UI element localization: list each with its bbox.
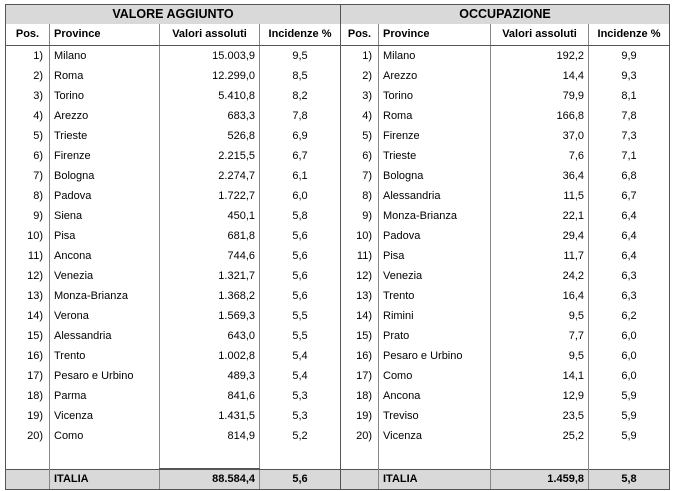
- pos-cell: 4): [341, 106, 379, 126]
- table-body: [6, 46, 670, 447]
- incidenza-cell: 5,3: [260, 386, 341, 406]
- total-label: ITALIA: [379, 469, 491, 490]
- incidenza-cell: 5,6: [260, 266, 341, 286]
- province-cell: Milano: [50, 46, 160, 67]
- incidenza-cell: 5,9: [589, 406, 670, 426]
- table-row: [6, 426, 670, 446]
- incidenza-cell: 9,3: [589, 66, 670, 86]
- valore-cell: 37,0: [491, 126, 589, 146]
- pos-cell: 1): [6, 46, 50, 67]
- table-row: [6, 146, 670, 166]
- pos-cell: 15): [6, 326, 50, 346]
- incidenza-cell: 5,5: [260, 306, 341, 326]
- table-row: [6, 306, 670, 326]
- total-incidenza: 5,6: [260, 469, 341, 490]
- province-cell: Roma: [50, 66, 160, 86]
- pos-cell: 1): [341, 46, 379, 67]
- pos-cell: 11): [341, 246, 379, 266]
- pos-cell: 7): [6, 166, 50, 186]
- valore-cell: 681,8: [160, 226, 260, 246]
- table-row: [6, 326, 670, 346]
- total-row: [6, 469, 670, 490]
- valore-cell: 489,3: [160, 366, 260, 386]
- valore-cell: 79,9: [491, 86, 589, 106]
- pos-cell: 5): [6, 126, 50, 146]
- province-cell: Bologna: [50, 166, 160, 186]
- valore-cell: 1.569,3: [160, 306, 260, 326]
- pos-cell: 17): [6, 366, 50, 386]
- occupazione-title: OCCUPAZIONE: [341, 5, 670, 25]
- pos-cell: 7): [341, 166, 379, 186]
- incidenza-cell: 5,3: [260, 406, 341, 426]
- incidenza-cell: 9,9: [589, 46, 670, 67]
- province-cell: Pesaro e Urbino: [379, 346, 491, 366]
- incidenza-cell: 6,0: [589, 326, 670, 346]
- pos-header: Pos.: [6, 24, 50, 46]
- pos-cell: 14): [6, 306, 50, 326]
- table-row: [6, 166, 670, 186]
- table-row: [6, 266, 670, 286]
- province-cell: Firenze: [379, 126, 491, 146]
- incidenza-cell: 6,7: [260, 146, 341, 166]
- spacer-row: [6, 446, 670, 469]
- pos-cell: 20): [6, 426, 50, 446]
- total-incidenza: 5,8: [589, 469, 670, 490]
- incidenza-cell: 6,7: [589, 186, 670, 206]
- province-cell: Trieste: [379, 146, 491, 166]
- province-cell: Parma: [50, 386, 160, 406]
- province-cell: Siena: [50, 206, 160, 226]
- incidenza-cell: 6,0: [260, 186, 341, 206]
- valore-aggiunto-title: VALORE AGGIUNTO: [6, 5, 341, 25]
- pos-cell: 10): [341, 226, 379, 246]
- valore-cell: 643,0: [160, 326, 260, 346]
- pos-cell: 13): [6, 286, 50, 306]
- province-cell: Monza-Brianza: [379, 206, 491, 226]
- incidenza-cell: 5,6: [260, 286, 341, 306]
- incidenza-cell: 8,1: [589, 86, 670, 106]
- province-cell: Firenze: [50, 146, 160, 166]
- incidenza-cell: 6,3: [589, 286, 670, 306]
- valore-cell: 15.003,9: [160, 46, 260, 67]
- table-row: [6, 286, 670, 306]
- pos-cell: 19): [341, 406, 379, 426]
- pos-cell: 6): [341, 146, 379, 166]
- pos-header: Pos.: [341, 24, 379, 46]
- valore-cell: 14,1: [491, 366, 589, 386]
- ranking-table-container: [5, 4, 669, 490]
- table-row: [6, 66, 670, 86]
- province-cell: Trento: [379, 286, 491, 306]
- table-row: [6, 346, 670, 366]
- valore-cell: 7,7: [491, 326, 589, 346]
- valore-cell: 1.431,5: [160, 406, 260, 426]
- province-cell: Arezzo: [379, 66, 491, 86]
- pos-cell: 20): [341, 426, 379, 446]
- incidenza-cell: 5,6: [260, 246, 341, 266]
- incidenza-cell: 6,0: [589, 346, 670, 366]
- total-valore: 88.584,4: [160, 469, 260, 490]
- province-cell: Milano: [379, 46, 491, 67]
- province-cell: Padova: [379, 226, 491, 246]
- incidenza-cell: 6,4: [589, 246, 670, 266]
- province-cell: Pisa: [50, 226, 160, 246]
- incidenza-cell: 5,2: [260, 426, 341, 446]
- table-row: [6, 226, 670, 246]
- incidenza-cell: 5,5: [260, 326, 341, 346]
- valore-cell: 23,5: [491, 406, 589, 426]
- incidenza-cell: 8,2: [260, 86, 341, 106]
- incidenza-cell: 5,9: [589, 386, 670, 406]
- pos-cell: 3): [341, 86, 379, 106]
- valore-cell: 526,8: [160, 126, 260, 146]
- pos-cell: 6): [6, 146, 50, 166]
- pos-cell: 10): [6, 226, 50, 246]
- incidenza-cell: 5,4: [260, 366, 341, 386]
- incidenza-cell: 8,5: [260, 66, 341, 86]
- incidenza-cell: 6,4: [589, 226, 670, 246]
- pos-cell: 5): [341, 126, 379, 146]
- valore-cell: 22,1: [491, 206, 589, 226]
- incidenza-cell: 6,2: [589, 306, 670, 326]
- pos-cell: 18): [6, 386, 50, 406]
- valore-cell: 14,4: [491, 66, 589, 86]
- valore-cell: 5.410,8: [160, 86, 260, 106]
- incidenza-cell: 6,0: [589, 366, 670, 386]
- pos-cell: 12): [6, 266, 50, 286]
- incidenze-header: Incidenze %: [260, 24, 341, 46]
- province-cell: Roma: [379, 106, 491, 126]
- pos-cell: 17): [341, 366, 379, 386]
- valori-header: Valori assoluti: [491, 24, 589, 46]
- province-cell: Trento: [50, 346, 160, 366]
- valore-cell: 1.722,7: [160, 186, 260, 206]
- province-cell: Treviso: [379, 406, 491, 426]
- province-cell: Prato: [379, 326, 491, 346]
- incidenze-header: Incidenze %: [589, 24, 670, 46]
- province-cell: Bologna: [379, 166, 491, 186]
- valore-cell: 25,2: [491, 426, 589, 446]
- pos-cell: 13): [341, 286, 379, 306]
- pos-cell: 9): [6, 206, 50, 226]
- province-header: Province: [50, 24, 160, 46]
- total-label: ITALIA: [50, 469, 160, 490]
- table-row: [6, 186, 670, 206]
- table-row: [6, 366, 670, 386]
- valore-cell: 192,2: [491, 46, 589, 67]
- pos-cell: 15): [341, 326, 379, 346]
- province-cell: Pesaro e Urbino: [50, 366, 160, 386]
- province-cell: Vicenza: [50, 406, 160, 426]
- pos-cell: 3): [6, 86, 50, 106]
- valore-cell: 24,2: [491, 266, 589, 286]
- valore-cell: 36,4: [491, 166, 589, 186]
- incidenza-cell: 6,1: [260, 166, 341, 186]
- pos-cell: 12): [341, 266, 379, 286]
- pos-cell: 4): [6, 106, 50, 126]
- province-cell: Padova: [50, 186, 160, 206]
- incidenza-cell: 9,5: [260, 46, 341, 67]
- valore-cell: 841,6: [160, 386, 260, 406]
- valore-cell: 683,3: [160, 106, 260, 126]
- valore-cell: 16,4: [491, 286, 589, 306]
- province-cell: Verona: [50, 306, 160, 326]
- valore-cell: 12,9: [491, 386, 589, 406]
- province-cell: Torino: [379, 86, 491, 106]
- table-row: [6, 86, 670, 106]
- incidenza-cell: 6,9: [260, 126, 341, 146]
- valore-cell: 7,6: [491, 146, 589, 166]
- incidenza-cell: 7,8: [589, 106, 670, 126]
- valore-cell: 2.215,5: [160, 146, 260, 166]
- pos-cell: 16): [341, 346, 379, 366]
- incidenza-cell: 6,3: [589, 266, 670, 286]
- table-row: [6, 106, 670, 126]
- incidenza-cell: 5,8: [260, 206, 341, 226]
- province-cell: Como: [379, 366, 491, 386]
- province-cell: Vicenza: [379, 426, 491, 446]
- table-row: [6, 406, 670, 426]
- incidenza-cell: 5,4: [260, 346, 341, 366]
- valore-cell: 12.299,0: [160, 66, 260, 86]
- valore-cell: 11,7: [491, 246, 589, 266]
- valore-cell: 29,4: [491, 226, 589, 246]
- valore-cell: 1.002,8: [160, 346, 260, 366]
- valore-cell: 9,5: [491, 306, 589, 326]
- province-cell: Monza-Brianza: [50, 286, 160, 306]
- valore-cell: 450,1: [160, 206, 260, 226]
- table-row: [6, 46, 670, 67]
- incidenza-cell: 6,4: [589, 206, 670, 226]
- pos-cell: 8): [6, 186, 50, 206]
- table-row: [6, 206, 670, 226]
- table-row: [6, 126, 670, 146]
- valore-cell: 11,5: [491, 186, 589, 206]
- province-cell: Como: [50, 426, 160, 446]
- province-header: Province: [379, 24, 491, 46]
- province-cell: Torino: [50, 86, 160, 106]
- province-cell: Alessandria: [379, 186, 491, 206]
- ranking-table: [5, 4, 670, 490]
- valori-header: Valori assoluti: [160, 24, 260, 46]
- valore-cell: 1.321,7: [160, 266, 260, 286]
- pos-cell: 2): [341, 66, 379, 86]
- table-row: [6, 386, 670, 406]
- pos-cell: 18): [341, 386, 379, 406]
- incidenza-cell: 7,3: [589, 126, 670, 146]
- valore-cell: 9,5: [491, 346, 589, 366]
- incidenza-cell: 5,6: [260, 226, 341, 246]
- incidenza-cell: 7,1: [589, 146, 670, 166]
- province-cell: Alessandria: [50, 326, 160, 346]
- valore-cell: 2.274,7: [160, 166, 260, 186]
- province-cell: Ancona: [379, 386, 491, 406]
- column-header-row: [6, 24, 670, 46]
- pos-cell: 9): [341, 206, 379, 226]
- pos-cell: 14): [341, 306, 379, 326]
- pos-cell: 19): [6, 406, 50, 426]
- valore-cell: 166,8: [491, 106, 589, 126]
- incidenza-cell: 5,9: [589, 426, 670, 446]
- pos-cell: 11): [6, 246, 50, 266]
- valore-cell: 1.368,2: [160, 286, 260, 306]
- pos-cell: 8): [341, 186, 379, 206]
- pos-cell: 16): [6, 346, 50, 366]
- province-cell: Trieste: [50, 126, 160, 146]
- province-cell: Venezia: [50, 266, 160, 286]
- pos-cell: 2): [6, 66, 50, 86]
- incidenza-cell: 6,8: [589, 166, 670, 186]
- province-cell: Pisa: [379, 246, 491, 266]
- total-valore: 1.459,8: [491, 469, 589, 490]
- valore-cell: 744,6: [160, 246, 260, 266]
- province-cell: Arezzo: [50, 106, 160, 126]
- province-cell: Venezia: [379, 266, 491, 286]
- province-cell: Rimini: [379, 306, 491, 326]
- table-row: [6, 246, 670, 266]
- incidenza-cell: 7,8: [260, 106, 341, 126]
- province-cell: Ancona: [50, 246, 160, 266]
- valore-cell: 814,9: [160, 426, 260, 446]
